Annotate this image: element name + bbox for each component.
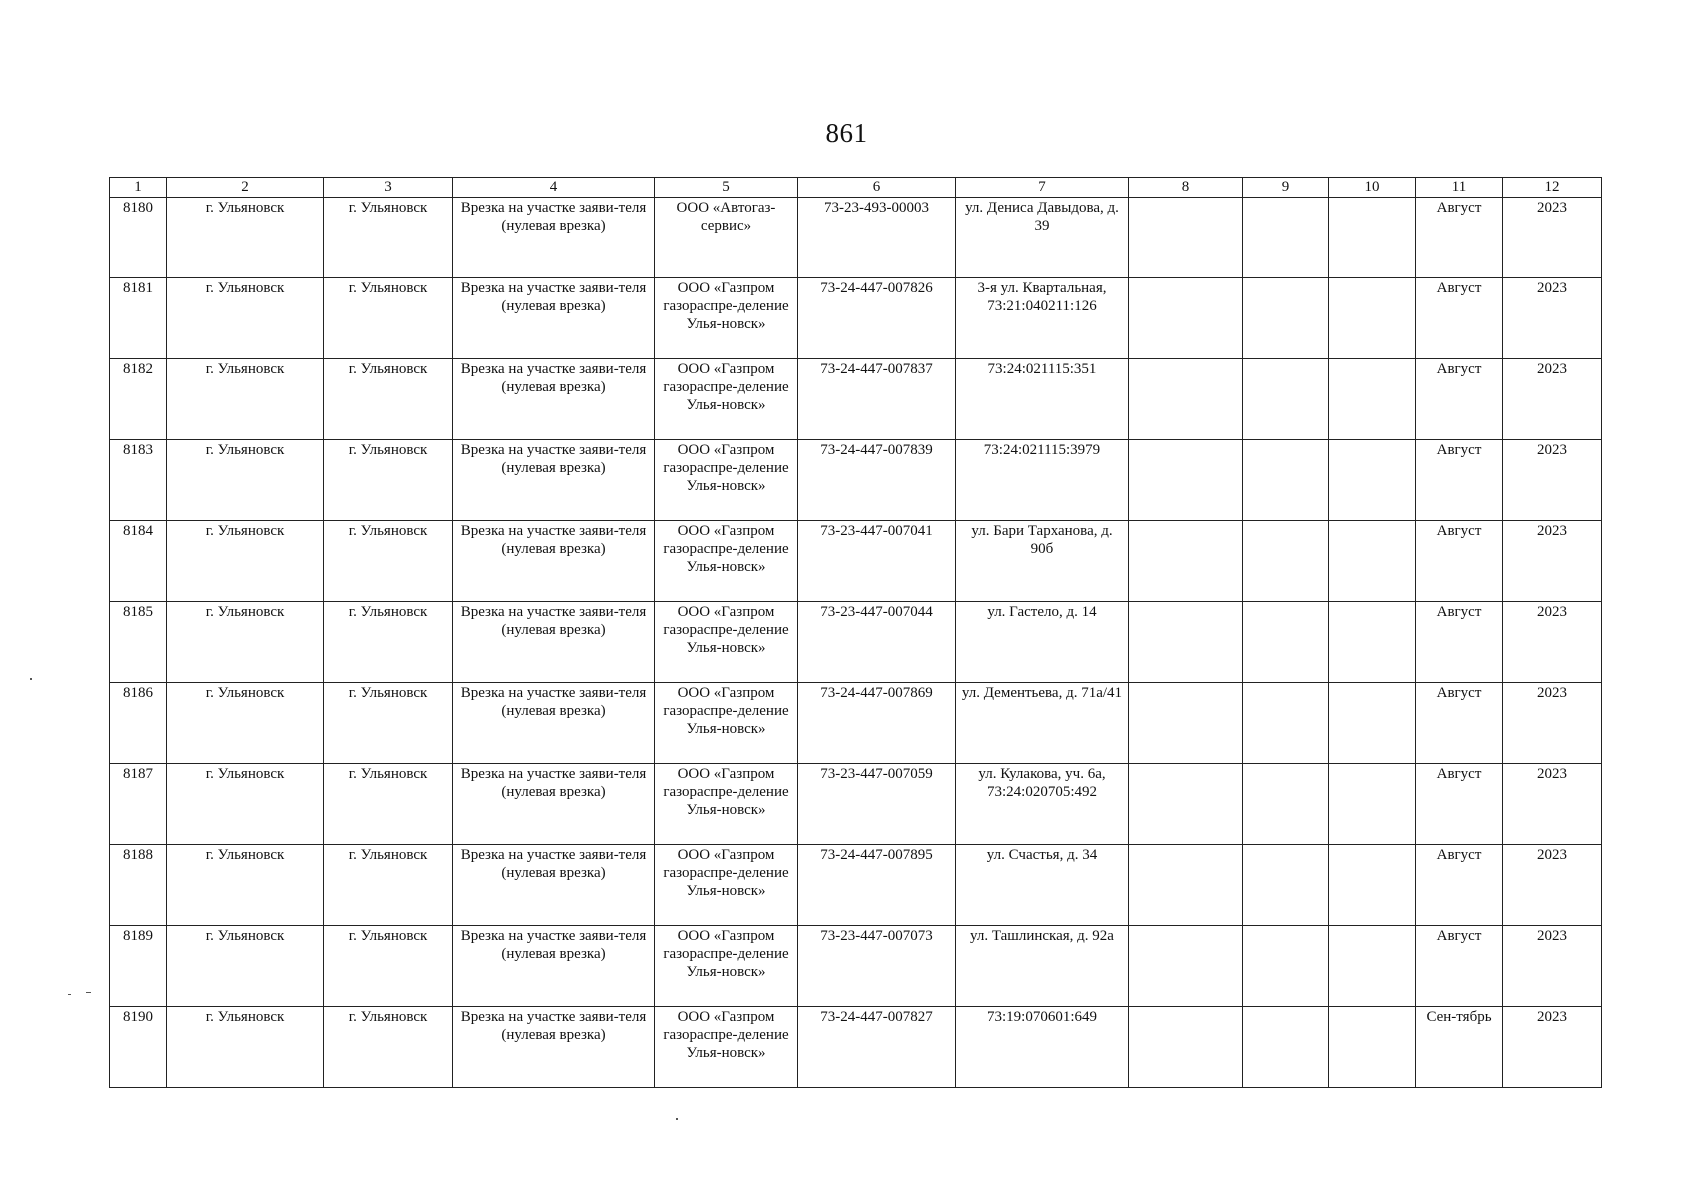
row-number-cell: 8184 [110, 521, 167, 602]
locality-cell: г. Ульяновск [324, 602, 453, 683]
year-cell: 2023 [1503, 683, 1602, 764]
month-cell: Август [1416, 926, 1503, 1007]
register-table [109, 177, 1602, 1088]
year-cell: 2023 [1503, 926, 1602, 1007]
locality-cell: г. Ульяновск [324, 278, 453, 359]
locality-cell: г. Ульяновск [324, 521, 453, 602]
column-header-5: 5 [655, 178, 798, 198]
locality-cell: г. Ульяновск [324, 845, 453, 926]
object-code-cell: 73-24-447-007839 [798, 440, 956, 521]
column-header-12: 12 [1503, 178, 1602, 198]
organization-cell: ООО «Газпром газораспре-деление Улья-новск» [655, 521, 798, 602]
locality-cell: г. Ульяновск [324, 440, 453, 521]
column-9-cell [1243, 602, 1329, 683]
table-row [110, 845, 1602, 926]
column-8-cell [1129, 440, 1243, 521]
address-cell: ул. Счастья, д. 34 [956, 845, 1129, 926]
row-number-cell: 8186 [110, 683, 167, 764]
address-cell: 3-я ул. Квартальная, 73:21:040211:126 [956, 278, 1129, 359]
year-cell: 2023 [1503, 278, 1602, 359]
organization-cell: ООО «Газпром газораспре-деление Улья-новск» [655, 278, 798, 359]
object-code-cell: 73-23-447-007044 [798, 602, 956, 683]
organization-cell: ООО «Газпром газораспре-деление Улья-новск» [655, 845, 798, 926]
work-type-cell: Врезка на участке заяви-теля (нулевая врезка) [453, 359, 655, 440]
work-type-cell: Врезка на участке заяви-теля (нулевая врезка) [453, 198, 655, 278]
work-type-cell: Врезка на участке заяви-теля (нулевая врезка) [453, 602, 655, 683]
table-row [110, 521, 1602, 602]
column-9-cell [1243, 440, 1329, 521]
address-cell: ул. Гастело, д. 14 [956, 602, 1129, 683]
address-cell: 73:19:070601:649 [956, 1007, 1129, 1088]
locality-cell: г. Ульяновск [324, 198, 453, 278]
column-10-cell [1329, 602, 1416, 683]
month-cell: Август [1416, 278, 1503, 359]
year-cell: 2023 [1503, 359, 1602, 440]
column-8-cell [1129, 602, 1243, 683]
month-cell: Сен-тябрь [1416, 1007, 1503, 1088]
work-type-cell: Врезка на участке заяви-теля (нулевая врезка) [453, 683, 655, 764]
object-code-cell: 73-24-447-007869 [798, 683, 956, 764]
row-number-cell: 8182 [110, 359, 167, 440]
row-number-cell: 8183 [110, 440, 167, 521]
work-type-cell: Врезка на участке заяви-теля (нулевая врезка) [453, 278, 655, 359]
locality-cell: г. Ульяновск [324, 1007, 453, 1088]
year-cell: 2023 [1503, 602, 1602, 683]
year-cell: 2023 [1503, 764, 1602, 845]
year-cell: 2023 [1503, 521, 1602, 602]
column-10-cell [1329, 926, 1416, 1007]
column-header-2: 2 [167, 178, 324, 198]
column-8-cell [1129, 683, 1243, 764]
settlement-cell: г. Ульяновск [167, 845, 324, 926]
table-row [110, 440, 1602, 521]
address-cell: ул. Дементьева, д. 71а/41 [956, 683, 1129, 764]
column-10-cell [1329, 198, 1416, 278]
column-10-cell [1329, 440, 1416, 521]
locality-cell: г. Ульяновск [324, 683, 453, 764]
column-8-cell [1129, 521, 1243, 602]
year-cell: 2023 [1503, 1007, 1602, 1088]
column-9-cell [1243, 926, 1329, 1007]
settlement-cell: г. Ульяновск [167, 683, 324, 764]
column-header-1: 1 [110, 178, 167, 198]
table-row [110, 198, 1602, 278]
column-10-cell [1329, 521, 1416, 602]
month-cell: Август [1416, 359, 1503, 440]
organization-cell: ООО «Газпром газораспре-деление Улья-новск» [655, 1007, 798, 1088]
address-cell: 73:24:021115:3979 [956, 440, 1129, 521]
table-row [110, 602, 1602, 683]
address-cell: 73:24:021115:351 [956, 359, 1129, 440]
month-cell: Август [1416, 198, 1503, 278]
month-cell: Август [1416, 845, 1503, 926]
column-10-cell [1329, 359, 1416, 440]
month-cell: Август [1416, 764, 1503, 845]
scan-mark [68, 994, 71, 995]
column-header-8: 8 [1129, 178, 1243, 198]
year-cell: 2023 [1503, 845, 1602, 926]
settlement-cell: г. Ульяновск [167, 198, 324, 278]
settlement-cell: г. Ульяновск [167, 764, 324, 845]
address-cell: ул. Бари Тарханова, д. 90б [956, 521, 1129, 602]
table-row [110, 764, 1602, 845]
column-8-cell [1129, 359, 1243, 440]
work-type-cell: Врезка на участке заяви-теля (нулевая врезка) [453, 440, 655, 521]
settlement-cell: г. Ульяновск [167, 359, 324, 440]
settlement-cell: г. Ульяновск [167, 278, 324, 359]
settlement-cell: г. Ульяновск [167, 440, 324, 521]
column-8-cell [1129, 1007, 1243, 1088]
object-code-cell: 73-23-493-00003 [798, 198, 956, 278]
row-number-cell: 8181 [110, 278, 167, 359]
organization-cell: ООО «Газпром газораспре-деление Улья-новск» [655, 764, 798, 845]
work-type-cell: Врезка на участке заяви-теля (нулевая врезка) [453, 521, 655, 602]
column-8-cell [1129, 926, 1243, 1007]
column-8-cell [1129, 764, 1243, 845]
object-code-cell: 73-24-447-007827 [798, 1007, 956, 1088]
row-number-cell: 8190 [110, 1007, 167, 1088]
work-type-cell: Врезка на участке заяви-теля (нулевая врезка) [453, 764, 655, 845]
column-9-cell [1243, 359, 1329, 440]
table-row [110, 683, 1602, 764]
locality-cell: г. Ульяновск [324, 764, 453, 845]
work-type-cell: Врезка на участке заяви-теля (нулевая врезка) [453, 845, 655, 926]
organization-cell: ООО «Газпром газораспре-деление Улья-новск» [655, 683, 798, 764]
organization-cell: ООО «Газпром газораспре-деление Улья-новск» [655, 602, 798, 683]
column-header-6: 6 [798, 178, 956, 198]
column-9-cell [1243, 1007, 1329, 1088]
table-header [110, 178, 1602, 198]
address-cell: ул. Ташлинская, д. 92а [956, 926, 1129, 1007]
column-header-11: 11 [1416, 178, 1503, 198]
table-row [110, 359, 1602, 440]
row-number-cell: 8187 [110, 764, 167, 845]
column-9-cell [1243, 764, 1329, 845]
column-8-cell [1129, 278, 1243, 359]
page-number: 861 [825, 118, 868, 148]
settlement-cell: г. Ульяновск [167, 1007, 324, 1088]
column-9-cell [1243, 521, 1329, 602]
organization-cell: ООО «Газпром газораспре-деление Улья-новск» [655, 926, 798, 1007]
settlement-cell: г. Ульяновск [167, 602, 324, 683]
settlement-cell: г. Ульяновск [167, 521, 324, 602]
table-body [110, 198, 1602, 1088]
row-number-cell: 8189 [110, 926, 167, 1007]
column-9-cell [1243, 198, 1329, 278]
object-code-cell: 73-23-447-007059 [798, 764, 956, 845]
month-cell: Август [1416, 602, 1503, 683]
settlement-cell: г. Ульяновск [167, 926, 324, 1007]
organization-cell: ООО «Автогаз-сервис» [655, 198, 798, 278]
column-header-3: 3 [324, 178, 453, 198]
column-10-cell [1329, 1007, 1416, 1088]
header-row [110, 178, 1602, 198]
address-cell: ул. Дениса Давыдова, д. 39 [956, 198, 1129, 278]
column-10-cell [1329, 278, 1416, 359]
row-number-cell: 8188 [110, 845, 167, 926]
column-header-9: 9 [1243, 178, 1329, 198]
scan-mark [676, 1118, 678, 1120]
organization-cell: ООО «Газпром газораспре-деление Улья-новск» [655, 440, 798, 521]
scan-mark [86, 992, 91, 993]
column-9-cell [1243, 278, 1329, 359]
organization-cell: ООО «Газпром газораспре-деление Улья-новск» [655, 359, 798, 440]
table-row [110, 926, 1602, 1007]
object-code-cell: 73-24-447-007826 [798, 278, 956, 359]
month-cell: Август [1416, 521, 1503, 602]
work-type-cell: Врезка на участке заяви-теля (нулевая врезка) [453, 1007, 655, 1088]
column-10-cell [1329, 845, 1416, 926]
column-header-10: 10 [1329, 178, 1416, 198]
column-10-cell [1329, 764, 1416, 845]
year-cell: 2023 [1503, 198, 1602, 278]
object-code-cell: 73-23-447-007073 [798, 926, 956, 1007]
month-cell: Август [1416, 683, 1503, 764]
month-cell: Август [1416, 440, 1503, 521]
column-9-cell [1243, 845, 1329, 926]
scan-mark [30, 678, 32, 680]
table-row [110, 278, 1602, 359]
column-header-4: 4 [453, 178, 655, 198]
year-cell: 2023 [1503, 440, 1602, 521]
column-8-cell [1129, 845, 1243, 926]
address-cell: ул. Кулакова, уч. 6а, 73:24:020705:492 [956, 764, 1129, 845]
row-number-cell: 8185 [110, 602, 167, 683]
locality-cell: г. Ульяновск [324, 926, 453, 1007]
column-9-cell [1243, 683, 1329, 764]
object-code-cell: 73-24-447-007895 [798, 845, 956, 926]
table-row [110, 1007, 1602, 1088]
column-10-cell [1329, 683, 1416, 764]
column-8-cell [1129, 198, 1243, 278]
object-code-cell: 73-23-447-007041 [798, 521, 956, 602]
work-type-cell: Врезка на участке заяви-теля (нулевая врезка) [453, 926, 655, 1007]
column-header-7: 7 [956, 178, 1129, 198]
row-number-cell: 8180 [110, 198, 167, 278]
object-code-cell: 73-24-447-007837 [798, 359, 956, 440]
locality-cell: г. Ульяновск [324, 359, 453, 440]
